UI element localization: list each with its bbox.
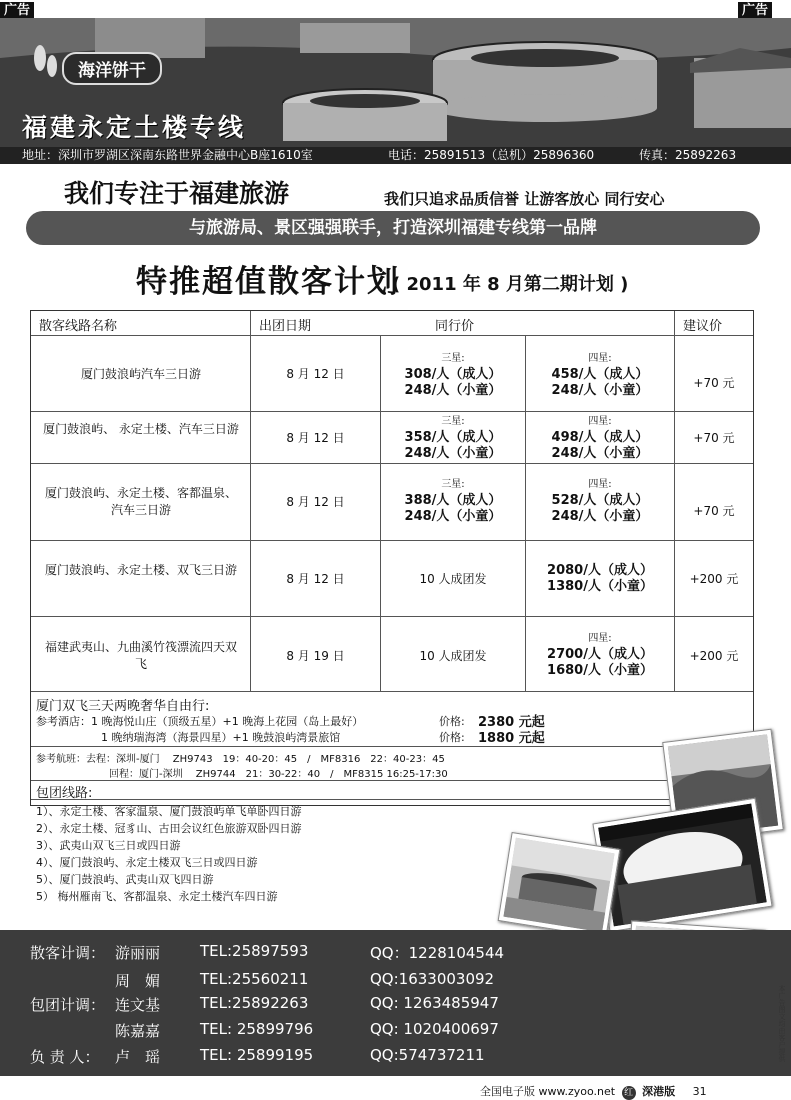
- courtyard-photo-image: [598, 803, 767, 926]
- ad-label-right: 广告: [738, 2, 772, 20]
- plan-title: 特推超值散客计划: [136, 264, 400, 300]
- group-route-item: 1）、永定土楼、客家温泉、厦门鼓浪屿单飞单卧四日游: [36, 805, 302, 818]
- contact-tel: TEL:25897593: [200, 942, 309, 960]
- price-four-star: [526, 351, 674, 399]
- luxury-price-2: 1880 元起: [478, 731, 545, 746]
- price-tier-label: 四星:: [588, 479, 612, 490]
- departure-date: 8 月 19 日: [286, 649, 345, 663]
- contact-role: 散客计调：: [30, 944, 106, 962]
- route-name: 厦门鼓浪屿、 永定土楼、汽车三日游: [43, 422, 239, 436]
- tulou-photo-image: [503, 838, 614, 933]
- contact-name: 周 媚: [115, 972, 161, 990]
- group-route-item: 3）、武夷山双飞三日或四日游: [36, 839, 181, 852]
- agency-fax: 传真：25892263: [639, 148, 737, 162]
- route-name: 厦门鼓浪屿、永定土楼、客都温泉、汽车三日游: [44, 486, 237, 517]
- ad-label-left: 广告: [0, 2, 34, 20]
- price-adult: 308/人（成人）: [404, 367, 502, 382]
- luxury-price-label: 价格:: [439, 715, 465, 728]
- contact-qq: QQ:1633003092: [370, 970, 495, 988]
- plan-subtitle: ( 2011 年 8 月第二期计划 ): [392, 274, 629, 295]
- price-three-star: [381, 477, 525, 525]
- page-number: 31: [692, 1085, 707, 1098]
- suggested-price: +70 元: [693, 504, 735, 518]
- price-child: 248/人（小童）: [404, 446, 502, 461]
- price-three-star: [381, 351, 525, 399]
- suggested-price: +70 元: [693, 376, 735, 390]
- itinerary-table: [30, 310, 754, 903]
- contact-tel: TEL:25560211: [200, 970, 309, 988]
- price-four-star: [526, 477, 674, 525]
- headline: 我们专注于福建旅游: [64, 179, 290, 208]
- route-name: 厦门鼓浪屿、永定土楼、双飞三日游: [44, 563, 237, 577]
- partnership-strip: 与旅游局、景区强强联手，打造深圳福建专线第一品牌: [26, 211, 760, 245]
- col-header-route: 散客线路名称: [39, 319, 118, 334]
- route-name: 厦门鼓浪屿汽车三日游: [80, 367, 201, 381]
- luxury-price-label: 价格:: [439, 731, 465, 744]
- luxury-price-1: 2380 元起: [478, 715, 545, 730]
- suggested-price: +200 元: [689, 572, 739, 586]
- price-child: 1680/人（小童）: [547, 663, 653, 678]
- edition-label: 全国电子版 www.zyoo.net: [480, 1085, 616, 1098]
- sub-slogan: 我们只追求品质信誉 让游客放心 同行安心: [384, 190, 665, 208]
- departure-date: 8 月 12 日: [286, 572, 345, 586]
- price-tier-label: 三星:: [441, 353, 465, 364]
- col-header-date: 出团日期: [259, 319, 312, 334]
- page-footer: [480, 1083, 707, 1100]
- contact-name: 游丽丽: [115, 944, 161, 962]
- contact-role: 负 责 人：: [30, 1048, 100, 1066]
- price-four-star: [526, 631, 674, 679]
- suggested-price: +70 元: [693, 431, 735, 445]
- contact-panel: [0, 930, 791, 1076]
- flight-return: 回程：厦门-深圳 ZH9744 21：30-22：40 / MF8315 16:25-17:30: [109, 769, 448, 780]
- group-route-item: 5） 梅州雁南飞、客都温泉、永定土楼汽车四日游: [36, 890, 278, 903]
- price-tier-label: 四星:: [588, 633, 612, 644]
- contact-qq: QQ：1228104544: [370, 944, 505, 962]
- price-tier-label: 四星:: [588, 416, 612, 427]
- price-adult: 2080/人（成人）: [547, 563, 653, 578]
- price-tier-label: 四星:: [588, 353, 612, 364]
- contact-tel: TEL: 25899796: [200, 1020, 314, 1038]
- contact-qq: QQ: 1263485947: [370, 994, 499, 1012]
- edition-region: 深港版: [642, 1085, 676, 1098]
- price-three-star: [381, 414, 525, 462]
- contact-bar: [0, 147, 791, 164]
- suggested-price: +200 元: [689, 649, 739, 663]
- banner-title: 福建永定土楼专线: [22, 113, 247, 142]
- price-child: 1380/人（小童）: [547, 579, 653, 594]
- agency-phone: 电话：25891513（总机）25896360: [388, 148, 595, 162]
- price-child: 248/人（小童）: [551, 383, 649, 398]
- departure-date: 8 月 12 日: [286, 431, 345, 445]
- group-routes-title: 包团线路:: [36, 786, 93, 801]
- group-departure-note: 10 人成团发: [419, 649, 487, 663]
- brand-badge: [62, 52, 162, 85]
- contact-tel: TEL:25892263: [200, 994, 309, 1012]
- contact-name: 连文基: [115, 996, 161, 1014]
- contact-name: 陈嘉嘉: [115, 1022, 161, 1040]
- brand-name: 海洋饼干: [78, 61, 146, 81]
- group-route-item: 4）、厦门鼓浪屿、永定土楼双飞三日或四日游: [36, 856, 258, 869]
- luxury-hotel-line-2: 1 晚纳瑞海湾（海景四星）+1 晚鼓浪屿湾景旅馆: [101, 731, 341, 744]
- col-header-suggested-price: 建议价: [683, 319, 723, 334]
- scenery-photo-courtyard: [592, 798, 772, 932]
- price-double-flight: [526, 563, 674, 595]
- group-route-item: 2）、永定土楼、冠豸山、古田会议红色旅游双卧四日游: [36, 822, 302, 835]
- price-child: 248/人（小童）: [551, 446, 649, 461]
- price-adult: 528/人（成人）: [551, 493, 649, 508]
- departure-date: 8 月 12 日: [286, 367, 345, 381]
- price-adult: 2700/人（成人）: [547, 647, 653, 662]
- group-departure-note: 10 人成团发: [419, 572, 487, 586]
- price-four-star: [526, 414, 674, 462]
- contact-qq: QQ:574737211: [370, 1046, 485, 1064]
- luxury-title: 厦门双飞三天两晚奢华自由行:: [36, 699, 210, 714]
- side-disclaimer: 本广告图文均由客户提供: [778, 985, 786, 1062]
- contact-name: 卢 瑶: [115, 1048, 161, 1066]
- agency-address: 地址：深圳市罗湖区深南东路世界金融中心B座1610室: [22, 148, 313, 162]
- luxury-hotel-line-1: 参考酒店：1 晚海悦山庄（顶级五星）+1 晚海上花园（岛上最好）: [36, 715, 364, 728]
- flight-outbound: 参考航班：去程：深圳-厦门 ZH9743 19：40-20：45 / MF8316 22：40-23：45: [36, 754, 445, 765]
- price-adult: 498/人（成人）: [551, 430, 649, 445]
- contact-role: 包团计调：: [30, 996, 106, 1014]
- footprint-logo-icon: [30, 40, 60, 82]
- group-route-item: 5）、厦门鼓浪屿、武夷山双飞四日游: [36, 873, 214, 886]
- departure-date: 8 月 12 日: [286, 495, 345, 509]
- contact-tel: TEL: 25899195: [200, 1046, 314, 1064]
- price-child: 248/人（小童）: [551, 509, 649, 524]
- magazine-logo-icon: 红: [622, 1086, 636, 1100]
- price-adult: 458/人（成人）: [551, 367, 649, 382]
- price-child: 248/人（小童）: [404, 509, 502, 524]
- contact-qq: QQ: 1020400697: [370, 1020, 499, 1038]
- price-adult: 388/人（成人）: [404, 493, 502, 508]
- price-adult: 358/人（成人）: [404, 430, 502, 445]
- price-tier-label: 三星:: [441, 416, 465, 427]
- price-tier-label: 三星:: [441, 479, 465, 490]
- route-name: 福建武夷山、九曲溪竹筏漂流四天双飞: [44, 640, 237, 671]
- col-header-trade-price: 同行价: [435, 319, 475, 334]
- scenery-photo-tulou: [498, 832, 621, 938]
- price-child: 248/人（小童）: [404, 383, 502, 398]
